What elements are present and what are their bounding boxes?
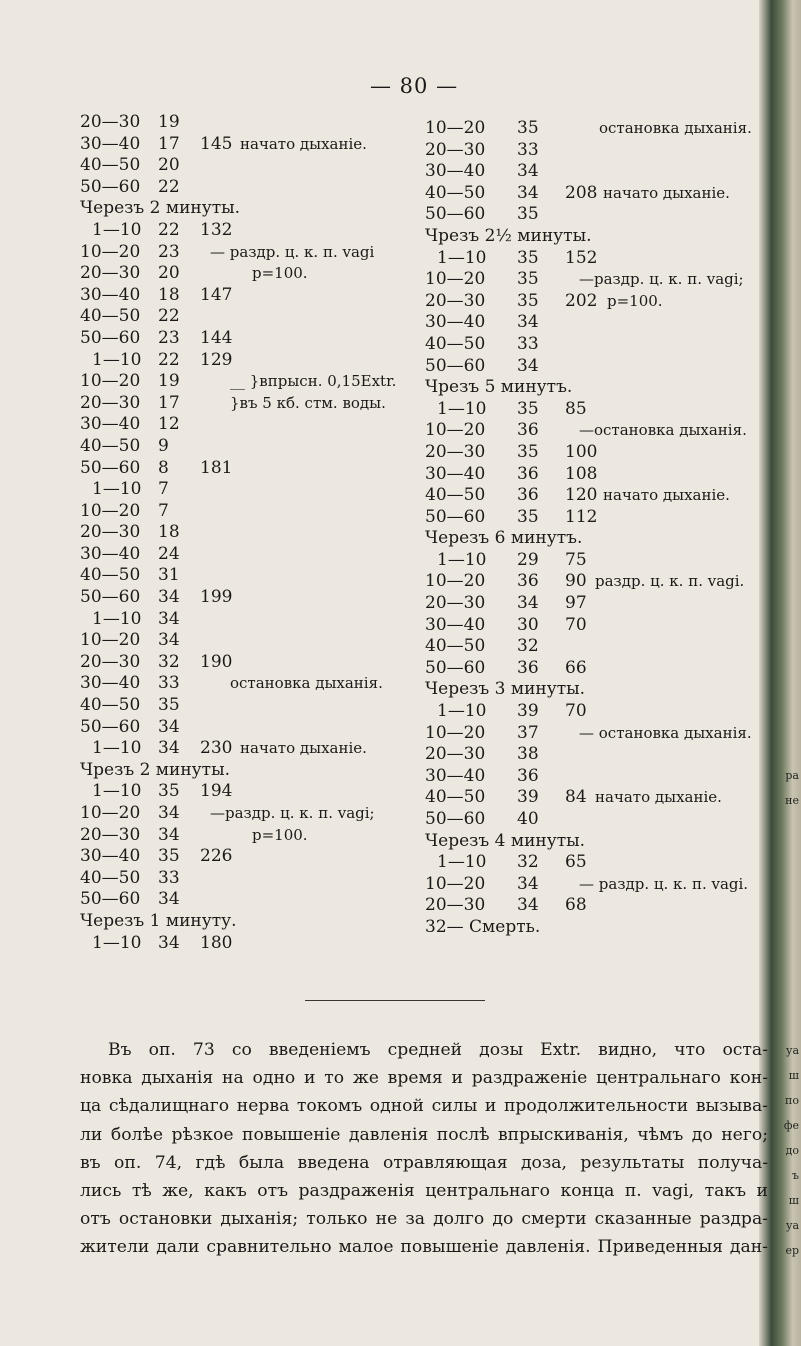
table-row	[80, 177, 420, 199]
interval-heading: Черезъ 2 минуты.	[80, 198, 241, 219]
table-row	[80, 285, 420, 307]
interval-heading: Чрезъ 2½ минуты.	[425, 225, 592, 246]
pulse-value: 31	[158, 565, 180, 586]
pulse-value: 36	[517, 485, 539, 506]
time-range: 30—40	[425, 463, 486, 484]
time-range: 40—50	[425, 333, 486, 354]
time-range: 50—60	[425, 204, 486, 225]
table-row	[425, 679, 765, 701]
table-row	[425, 226, 765, 248]
pulse-value: 35	[517, 118, 539, 138]
interval-heading: Черезъ 6 минутъ.	[425, 528, 583, 549]
table-row	[425, 852, 765, 874]
pulse-value: 19	[158, 371, 180, 392]
pulse-value: 32	[517, 636, 539, 657]
pulse-value: 34	[158, 587, 180, 608]
event-note: p=100.	[607, 291, 663, 310]
pulse-value: 7	[158, 479, 169, 500]
table-row	[80, 933, 420, 955]
paragraph-line: лись тѣ же, какъ отъ раздраженія центральнаго конца п. vagi, такъ и	[80, 1181, 768, 1202]
event-note: раздр. ц. к. п. vagi.	[595, 572, 745, 591]
pressure-value: 152	[565, 247, 598, 268]
paragraph-line: Въ оп. 73 со введеніемъ средней дозы Extr. видно, что оста-	[108, 1040, 768, 1060]
pulse-value: 34	[158, 932, 180, 953]
pressure-value: 144	[200, 327, 233, 348]
time-range: 1—10	[92, 608, 142, 629]
table-row	[80, 544, 420, 566]
time-range: 10—20	[425, 571, 486, 592]
time-range: 30—40	[425, 161, 486, 182]
time-range: 30—40	[80, 414, 141, 435]
time-range: 10—20	[425, 873, 486, 894]
table-row	[80, 242, 420, 264]
edge-text-fragment: ш	[788, 1069, 799, 1082]
event-note: начато дыханіе.	[595, 788, 722, 807]
event-note: начато дыханіе.	[603, 183, 730, 202]
pulse-value: 34	[158, 889, 180, 910]
time-range: 1—10	[92, 349, 142, 370]
event-note: начато дыханіе.	[240, 739, 367, 758]
table-row	[425, 140, 765, 162]
table-row	[80, 695, 420, 717]
pulse-value: 9	[158, 435, 169, 456]
edge-text-fragment: по	[785, 1094, 799, 1107]
pulse-value: 36	[517, 420, 539, 441]
time-range: 40—50	[80, 867, 141, 888]
pulse-value: 35	[158, 695, 180, 716]
table-row	[80, 587, 420, 609]
edge-text-fragment: уа	[785, 1219, 799, 1232]
time-range: 20—30	[425, 744, 486, 765]
table-row	[425, 312, 765, 334]
pulse-value: 22	[158, 176, 180, 197]
pulse-value: 35	[517, 247, 539, 268]
pulse-value: 34	[517, 355, 539, 376]
table-row	[425, 399, 765, 421]
pulse-value: 34	[517, 312, 539, 333]
pulse-value: 8	[158, 457, 169, 478]
time-range: 50—60	[425, 355, 486, 376]
event-note: —раздр. ц. к. п. vagi;	[210, 804, 375, 822]
pressure-value: 97	[565, 593, 587, 614]
table-row	[425, 895, 765, 917]
table-row	[425, 874, 765, 896]
table-row	[425, 571, 765, 593]
table-row	[80, 652, 420, 674]
time-range: 10—20	[80, 241, 141, 262]
table-row	[80, 868, 420, 890]
pulse-value: 33	[517, 139, 539, 160]
table-row	[425, 183, 765, 205]
time-range: 10—20	[80, 371, 141, 392]
pulse-value: 34	[158, 824, 180, 845]
pulse-value: 34	[158, 608, 180, 629]
edge-text-fragment: ш	[788, 1194, 799, 1207]
table-row	[80, 458, 420, 480]
time-range: 50—60	[80, 176, 141, 197]
table-row	[80, 328, 420, 350]
paragraph-line: ца сѣдалищнаго нерва токомъ одной силы и продолжительности вызыва-	[80, 1096, 768, 1117]
interval-heading: Чрезъ 2 минуты.	[80, 759, 231, 780]
pressure-value: 129	[200, 349, 233, 370]
time-range: 20—30	[425, 139, 486, 160]
time-range: 40—50	[80, 306, 141, 327]
event-note: — раздр. ц. к. п. vagi.	[579, 874, 749, 893]
time-range: 30—40	[425, 614, 486, 635]
pulse-value: 24	[158, 543, 180, 564]
time-range: 20—30	[425, 593, 486, 614]
pulse-value: 32	[517, 852, 539, 873]
table-row	[80, 479, 420, 501]
event-note: остановка дыханія.	[599, 119, 752, 137]
table-row	[425, 248, 765, 270]
time-range: 50—60	[80, 457, 141, 478]
section-divider	[305, 1000, 485, 1001]
table-row	[425, 356, 765, 378]
event-note: —раздр. ц. к. п. vagi;	[579, 270, 744, 289]
time-range: 30—40	[80, 133, 141, 154]
edge-text-fragment: не	[785, 794, 799, 807]
time-range: 20—30	[80, 392, 141, 413]
table-row	[80, 889, 420, 911]
table-row	[425, 615, 765, 637]
table-row	[80, 609, 420, 631]
time-range: 40—50	[80, 565, 141, 586]
table-row	[425, 442, 765, 464]
time-range: 40—50	[425, 787, 486, 808]
pulse-value: 33	[158, 867, 180, 888]
time-range: 40—50	[80, 435, 141, 456]
table-row	[80, 673, 420, 695]
table-row	[80, 198, 420, 220]
table-row	[80, 393, 420, 415]
time-range: 1—10	[92, 781, 142, 802]
pressure-value: 70	[565, 614, 587, 635]
edge-text-fragment: ер	[785, 1244, 799, 1257]
time-range: 10—20	[425, 269, 486, 290]
time-range: 20—30	[425, 290, 486, 311]
time-range: 50—60	[80, 327, 141, 348]
table-row	[425, 464, 765, 486]
time-range: 1—10	[92, 932, 142, 953]
time-range: 50—60	[425, 657, 486, 678]
table-row	[425, 593, 765, 615]
time-range: 1—10	[437, 852, 487, 873]
pulse-value: 35	[517, 441, 539, 462]
time-range: 1—10	[92, 219, 142, 240]
time-range: 1—10	[437, 701, 487, 722]
table-row	[80, 717, 420, 739]
table-row	[80, 306, 420, 328]
pulse-value: 34	[158, 738, 180, 759]
table-row	[425, 658, 765, 680]
pulse-value: 22	[158, 349, 180, 370]
time-range: 30—40	[80, 284, 141, 305]
event-note: }въ 5 кб. стм. воды.	[230, 393, 386, 412]
pulse-value: 35	[517, 204, 539, 225]
table-row	[80, 911, 420, 933]
pulse-value: 18	[158, 284, 180, 305]
pulse-value: 36	[517, 765, 539, 786]
event-note: начато дыханіе.	[603, 486, 730, 505]
table-row	[425, 744, 765, 766]
pressure-value: 65	[565, 852, 587, 873]
table-row	[425, 420, 765, 442]
table-row	[80, 371, 420, 393]
time-range: 1—10	[437, 398, 487, 419]
table-row	[425, 161, 765, 183]
table-row	[425, 636, 765, 658]
event-note: p=100.	[252, 825, 308, 844]
pulse-value: 23	[158, 327, 180, 348]
table-row	[425, 701, 765, 723]
time-range: 50—60	[80, 889, 141, 910]
pressure-value: 100	[565, 441, 598, 462]
time-range: 50—60	[425, 506, 486, 527]
time-range: 20—30	[80, 263, 141, 284]
table-row	[425, 485, 765, 507]
table-row	[80, 350, 420, 372]
table-row	[425, 118, 765, 140]
time-range: 10—20	[425, 722, 486, 743]
time-range: 30—40	[425, 312, 486, 333]
time-range: 30—40	[425, 765, 486, 786]
table-row	[425, 787, 765, 809]
time-range: 10—20	[80, 630, 141, 651]
interval-heading: Черезъ 1 минуту.	[80, 910, 237, 931]
time-range: 1—10	[92, 479, 142, 500]
table-row	[80, 436, 420, 458]
interval-heading: Чрезъ 5 минутъ.	[425, 377, 573, 398]
time-range: 40—50	[80, 695, 141, 716]
event-note: — раздр. ц. к. п. vagi	[210, 242, 375, 261]
pulse-value: 30	[517, 614, 539, 635]
pulse-value: 35	[158, 846, 180, 867]
table-row	[425, 334, 765, 356]
time-range: 50—60	[80, 587, 141, 608]
table-row	[425, 723, 765, 745]
pulse-value: 32	[158, 651, 180, 672]
pressure-value: 84	[565, 787, 587, 808]
pulse-value: 34	[517, 182, 539, 203]
pulse-value: 39	[517, 787, 539, 808]
pulse-value: 33	[158, 673, 180, 694]
time-range: 10—20	[425, 420, 486, 441]
pulse-value: 34	[158, 803, 180, 823]
table-row	[425, 269, 765, 291]
pulse-value: 34	[517, 873, 539, 894]
table-row	[425, 204, 765, 226]
table-row	[80, 414, 420, 436]
event-note: __ }впрысн. 0,15Extr.	[230, 372, 397, 391]
pulse-value: 37	[517, 722, 539, 743]
time-range: 10—20	[425, 118, 486, 138]
time-range: 20—30	[80, 112, 141, 132]
table-row	[80, 781, 420, 803]
interval-heading: Черезъ 3 минуты.	[425, 679, 586, 700]
pressure-value: 226	[200, 846, 233, 867]
pulse-value: 17	[158, 133, 180, 154]
time-range: 40—50	[425, 636, 486, 657]
table-row	[80, 134, 420, 156]
table-row	[80, 803, 420, 825]
pulse-value: 35	[517, 269, 539, 290]
table-row	[80, 522, 420, 544]
time-range: 20—30	[80, 824, 141, 845]
pulse-value: 18	[158, 522, 180, 543]
table-row	[80, 155, 420, 177]
pressure-value: 199	[200, 587, 233, 608]
pulse-value: 12	[158, 414, 180, 435]
table-row	[425, 766, 765, 788]
pulse-value: 34	[158, 630, 180, 651]
left-data-column	[80, 112, 420, 954]
time-range: 30—40	[80, 543, 141, 564]
time-range: 10—20	[80, 803, 141, 823]
interval-heading: Черезъ 4 минуты.	[425, 830, 586, 851]
time-range: 30—40	[80, 673, 141, 694]
time-range: 20—30	[80, 651, 141, 672]
table-row	[425, 809, 765, 831]
table-row	[80, 112, 420, 134]
table-row	[80, 630, 420, 652]
time-range: 20—30	[425, 895, 486, 916]
time-range: 50—60	[80, 716, 141, 737]
pressure-value: 90	[565, 571, 587, 592]
pulse-value: 29	[517, 549, 539, 570]
pulse-value: 22	[158, 306, 180, 327]
time-range: 1—10	[437, 549, 487, 570]
time-range: 30—40	[80, 846, 141, 867]
pulse-value: 20	[158, 263, 180, 284]
pulse-value: 35	[517, 398, 539, 419]
pressure-value: 202	[565, 290, 598, 311]
time-range: 20—30	[425, 441, 486, 462]
pressure-value: 68	[565, 895, 587, 916]
event-note: — остановка дыханія.	[579, 723, 752, 742]
pulse-value: 35	[517, 290, 539, 311]
body-paragraph	[80, 1036, 768, 1262]
event-note: p=100.	[252, 264, 308, 283]
pulse-value: 20	[158, 155, 180, 176]
table-row	[80, 846, 420, 868]
table-row	[80, 263, 420, 285]
pulse-value: 23	[158, 241, 180, 262]
table-row	[425, 377, 765, 399]
pulse-value: 17	[158, 392, 180, 413]
pressure-value: 70	[565, 701, 587, 722]
pulse-value: 35	[517, 506, 539, 527]
time-range: 10—20	[80, 500, 141, 521]
pulse-value: 36	[517, 463, 539, 484]
table-row	[425, 831, 765, 853]
pressure-value: 132	[200, 219, 233, 240]
table-row	[80, 825, 420, 847]
event-note: остановка дыханія.	[230, 674, 383, 693]
pulse-value: 35	[158, 781, 180, 802]
pulse-value: 34	[517, 161, 539, 182]
pressure-value: 194	[200, 781, 233, 802]
interval-heading: 32— Смерть.	[425, 916, 541, 937]
time-range: 40—50	[80, 155, 141, 176]
table-row	[425, 917, 765, 939]
table-row	[80, 760, 420, 782]
pressure-value: 147	[200, 284, 233, 305]
table-row	[425, 528, 765, 550]
pulse-value: 33	[517, 333, 539, 354]
paragraph-line: жители дали сравнительно малое повышеніе давленія. Приведенныя дан-	[80, 1237, 768, 1258]
pressure-value: 180	[200, 932, 233, 953]
time-range: 20—30	[80, 522, 141, 543]
time-range: 1—10	[437, 247, 487, 268]
pressure-value: 208	[565, 182, 598, 203]
pulse-value: 36	[517, 657, 539, 678]
pulse-value: 22	[158, 219, 180, 240]
pulse-value: 34	[517, 895, 539, 916]
table-row	[80, 501, 420, 523]
pressure-value: 120	[565, 485, 598, 506]
event-note: начато дыханіе.	[240, 134, 367, 153]
pulse-value: 38	[517, 744, 539, 765]
table-row	[425, 291, 765, 313]
pressure-value: 112	[565, 506, 598, 527]
pressure-value: 145	[200, 133, 233, 154]
edge-text-fragment: ъ	[792, 1169, 799, 1182]
right-data-column	[425, 118, 765, 939]
pulse-value: 34	[158, 716, 180, 737]
page-number: — 80 —	[370, 74, 459, 98]
paragraph-line: ли болѣе рѣзкое повышеніе давленія послѣ впрыскиванія, чѣмъ до него;	[80, 1124, 768, 1145]
edge-text-fragment: уа	[785, 1044, 799, 1057]
table-row	[425, 507, 765, 529]
pulse-value: 40	[517, 809, 539, 829]
paragraph-line: въ оп. 74, гдѣ была введена отравляющая доза, результаты получа-	[80, 1152, 768, 1173]
pressure-value: 181	[200, 457, 233, 478]
time-range: 40—50	[425, 182, 486, 203]
pulse-value: 36	[517, 571, 539, 592]
paragraph-line: отъ остановки дыханія; только не за долго до смерти сказанные раздра-	[80, 1209, 768, 1230]
edge-text-fragment: ра	[785, 769, 799, 782]
pressure-value: 230	[200, 738, 233, 759]
time-range: 50—60	[425, 809, 486, 829]
pulse-value: 7	[158, 500, 169, 521]
table-row	[425, 550, 765, 572]
paragraph-line: новка дыханія на одно и то же время и раздраженіе центральнаго кон-	[80, 1068, 768, 1089]
time-range: 1—10	[92, 738, 142, 759]
pressure-value: 190	[200, 651, 233, 672]
table-row	[80, 220, 420, 242]
pressure-value: 66	[565, 657, 587, 678]
pressure-value: 85	[565, 398, 587, 419]
pressure-value: 108	[565, 463, 598, 484]
pulse-value: 19	[158, 112, 180, 132]
table-row	[80, 738, 420, 760]
pulse-value: 39	[517, 701, 539, 722]
event-note: —остановка дыханія.	[579, 421, 747, 440]
pressure-value: 75	[565, 549, 587, 570]
edge-text-fragment: фе	[783, 1119, 799, 1132]
pulse-value: 34	[517, 593, 539, 614]
table-row	[80, 565, 420, 587]
edge-text-fragment: до	[785, 1144, 799, 1157]
time-range: 40—50	[425, 485, 486, 506]
